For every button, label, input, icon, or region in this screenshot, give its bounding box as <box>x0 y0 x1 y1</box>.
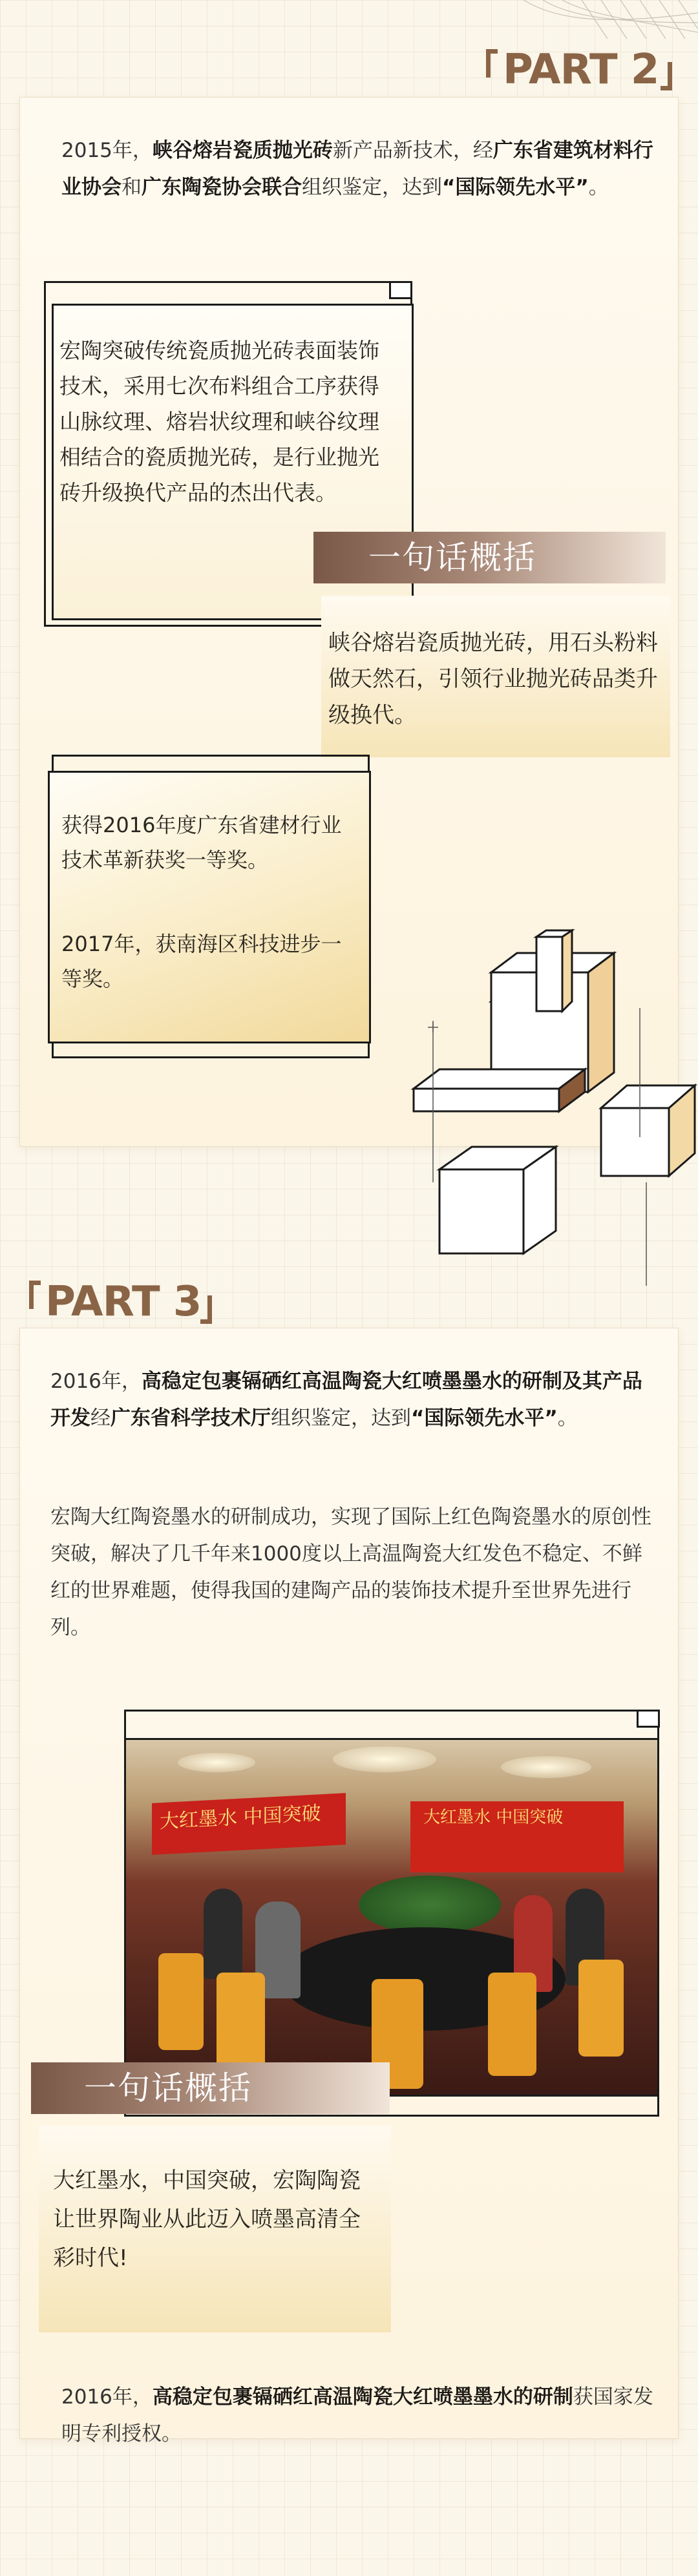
final-text: 2016年， <box>61 2385 153 2409</box>
part3-label: PART 3 <box>45 1278 202 1326</box>
summary-text: 大红墨水，中国突破，宏陶陶瓷让世界陶业从此迈入喷墨高清全彩时代! <box>53 2168 361 2271</box>
intro-bold: “国际领先水平” <box>442 176 589 199</box>
part2-intro <box>61 132 656 206</box>
bracket-left-icon <box>29 1281 41 1309</box>
intro-bold: “国际领先水平” <box>411 1407 558 1430</box>
part3-final <box>61 2379 656 2453</box>
attendee <box>204 1889 242 1979</box>
award-text-2: 2017年，获南海区科技进步一等奖。 <box>61 932 342 991</box>
ceiling-light <box>178 1753 255 1772</box>
intro-bold: 广东省科学技术厅 <box>111 1407 271 1430</box>
photo-banner-right <box>410 1801 624 1872</box>
table-plants <box>359 1876 501 1934</box>
award-text-1: 获得2016年度广东省建材行业技术革新获奖一等奖。 <box>61 813 342 872</box>
summary-banner <box>313 532 666 583</box>
intro-text: 组织鉴定，达到 <box>302 176 442 199</box>
summary-banner-label: 一句话概括 <box>84 2069 252 2107</box>
final-text: 获国家发明专利授权。 <box>61 2385 653 2445</box>
bracket-left-icon <box>486 49 498 78</box>
final-bold: 高稳定包裹镉硒红高温陶瓷大红喷墨墨水的研制 <box>152 2385 573 2409</box>
photo-banner-right-text: 大红墨水 中国突破 <box>423 1808 564 1827</box>
summary-text: 峡谷熔岩瓷质抛光砖，用石头粉料做天然石，引领行业抛光砖品类升级换代。 <box>328 630 658 728</box>
intro-text: 。 <box>588 176 609 199</box>
photo-banner-left <box>152 1793 346 1855</box>
intro-text: 新产品新技术，经 <box>332 139 493 162</box>
bracket-right-icon <box>200 1295 212 1324</box>
intro-text: 。 <box>557 1407 578 1430</box>
intro-bold: 广东陶瓷协会联合 <box>142 176 302 199</box>
bracket-right-icon <box>661 62 672 90</box>
intro-bold: 广东省建筑材料行业协会 <box>61 139 653 199</box>
photo-banner-left-text: 大红墨水 中国突破 <box>160 1802 321 1834</box>
chair <box>217 1973 265 2076</box>
chair <box>158 1953 204 2050</box>
intro-text: 组织鉴定，达到 <box>271 1407 411 1430</box>
summary-banner <box>31 2062 390 2114</box>
cube-sketch-illustration <box>388 924 698 1292</box>
summary-banner-label: 一句话概括 <box>368 539 536 576</box>
technique-text: 宏陶突破传统瓷质抛光砖表面装饰技术，采用七次布料组合工序获得山脉纹理、熔岩状纹理和峡谷纹理相结合的瓷质抛光砖，是行业抛光砖升级换代产品的杰出代表。 <box>59 338 379 505</box>
intro-bold: 峡谷熔岩瓷质抛光砖 <box>152 139 333 162</box>
intro-text: 和 <box>122 176 142 199</box>
ceiling-light <box>501 1756 591 1778</box>
part3-intro <box>50 1363 658 1437</box>
chair <box>488 1973 536 2076</box>
part3-description: 宏陶大红陶瓷墨水的研制成功，实现了国际上红色陶瓷墨水的原创性突破，解决了几千年来1000度以上高温陶瓷大红发色不稳定、不鲜红的世界难题，使得我国的建陶产品的装饰技术提升至世界先进行列。 <box>50 1505 651 1639</box>
intro-text: 2016年， <box>50 1370 142 1393</box>
technique-box-tab <box>389 281 412 299</box>
meeting-photo <box>124 1738 659 2097</box>
intro-text: 2015年， <box>61 139 153 162</box>
chair <box>578 1960 624 2057</box>
ceiling-light <box>333 1746 436 1772</box>
part2-label: PART 2 <box>503 46 659 94</box>
intro-bold: 高稳定包裹镉硒红高温陶瓷大红喷墨墨水的研制及其产品开发 <box>50 1370 642 1430</box>
photo-frame-tab <box>637 1710 660 1728</box>
intro-text: 经 <box>90 1407 111 1430</box>
